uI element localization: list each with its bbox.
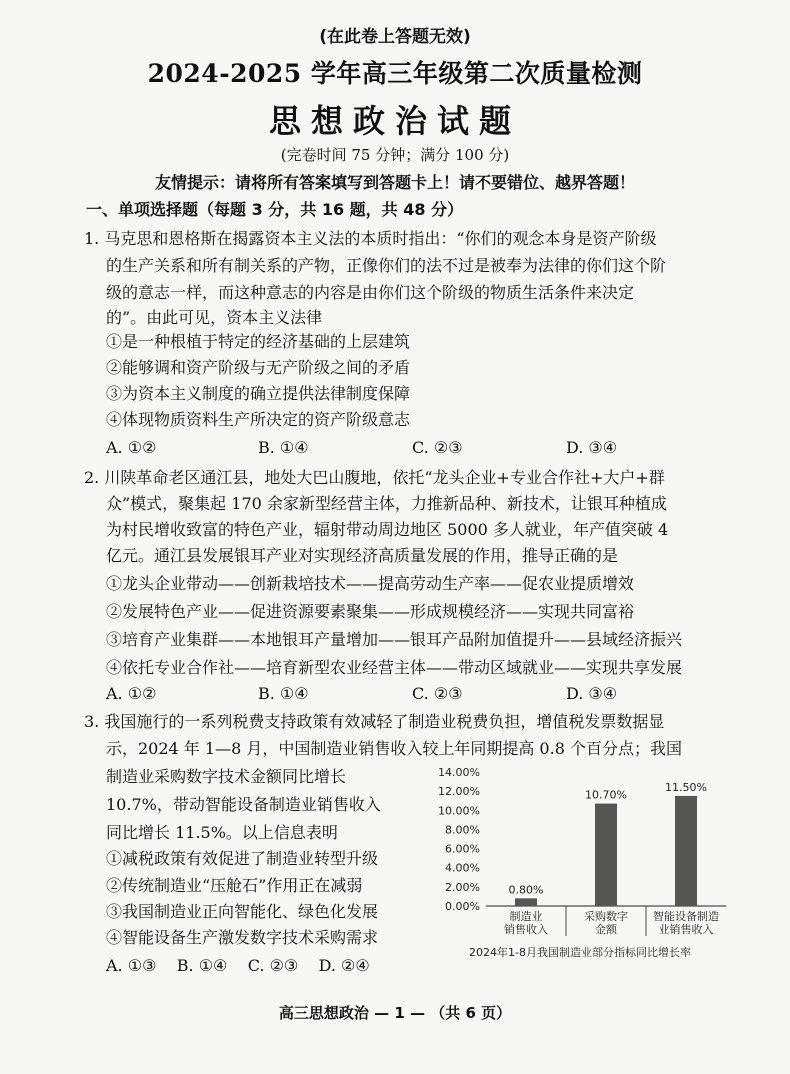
q3-line: 3. 我国施行的一系列税费支持政策有效减轻了制造业税费负担，增值税发票数据显 bbox=[84, 712, 665, 731]
q2-option-c: C. ②③ bbox=[412, 684, 463, 703]
q3-line: 10.7%，带动智能设备制造业销售收入 bbox=[106, 795, 381, 814]
q3-choice: ①减税政策有效促进了制造业转型升级 bbox=[106, 849, 379, 868]
q3-options: A. ①③ B. ①④ C. ②③ D. ②④ bbox=[106, 956, 370, 975]
q1-line: 的”。由此可见，资本主义法律 bbox=[106, 308, 323, 327]
q1-choice: ②能够调和资产阶级与无产阶级之间的矛盾 bbox=[106, 358, 411, 377]
q2-line: 为村民增收致富的特色产业，辐射带动周边地区 5000 多人就业，年产值突破 4 bbox=[106, 520, 669, 539]
q3-line: 同比增长 11.5%。以上信息表明 bbox=[106, 823, 338, 842]
y-tick-label: 4.00% bbox=[445, 861, 480, 875]
q2-option-d: D. ③④ bbox=[566, 684, 618, 703]
category-label: 制造业 bbox=[509, 910, 543, 923]
q1-line: 1. 马克思和恩格斯在揭露资本主义法的本质时指出：“你们的观念本身是资产阶级 bbox=[84, 229, 657, 248]
q2-line: 众”模式，聚集起 170 余家新型经营主体，力推新品种、新技术，让银耳种植成 bbox=[106, 494, 667, 513]
y-tick-label: 0.00% bbox=[445, 900, 480, 913]
q1-line: 级的意志一样，而这种意志的内容是由你们这个阶级的物质生活条件来决定 bbox=[106, 283, 635, 302]
bar bbox=[515, 898, 537, 906]
y-tick-label: 6.00% bbox=[445, 842, 480, 856]
q3-choice: ④智能设备生产激发数字技术采购需求 bbox=[106, 928, 379, 947]
category-label: 智能设备制造 bbox=[653, 910, 719, 923]
q2-option-a: A. ①② bbox=[106, 684, 157, 703]
q2-choice: ①龙头企业带动——创新栽培技术——提高劳动生产率——促农业提质增效 bbox=[106, 574, 635, 593]
q2-line: 亿元。通江县发展银耳产业对实现经济高质量发展的作用，推导正确的是 bbox=[106, 546, 619, 565]
exam-title: 2024-2025 学年高三年级第二次质量检测 bbox=[147, 59, 643, 88]
page-footer: 高三思想政治 — 1 — （共 6 页） bbox=[278, 1004, 512, 1022]
growth-rate-chart bbox=[430, 762, 730, 966]
q2-line: 2. 川陕革命老区通江县，地处大巴山腹地，依托“龙头企业+专业合作社+大户+群 bbox=[84, 468, 665, 487]
subject-title: 思想政治试题 bbox=[268, 102, 521, 140]
q1-option-b: B. ①④ bbox=[258, 438, 309, 457]
q3-line: 示，2024 年 1—8 月，中国制造业销售收入较上年同期提高 0.8 个百分点；我国 bbox=[106, 739, 682, 758]
data-label: 11.50% bbox=[665, 780, 707, 794]
q1-option-d: D. ③④ bbox=[566, 438, 618, 457]
q3-choice: ②传统制造业“压舱石”作用正在减弱 bbox=[106, 876, 363, 895]
q1-option-c: C. ②③ bbox=[412, 438, 463, 457]
section-heading: 一、单项选择题（每题 3 分，共 16 题，共 48 分） bbox=[86, 200, 464, 219]
q2-option-b: B. ①④ bbox=[258, 684, 309, 703]
y-tick-label: 14.00% bbox=[438, 766, 480, 779]
q1-line: 的生产关系和所有制关系的产物，正像你们的法不过是被奉为法律的你们这个阶 bbox=[106, 256, 667, 275]
q1-option-a: A. ①② bbox=[106, 438, 157, 457]
q1-choice: ③为资本主义制度的确立提供法律制度保障 bbox=[106, 384, 411, 403]
category-label: 销售收入 bbox=[504, 923, 548, 936]
y-tick-label: 2.00% bbox=[445, 880, 480, 894]
q1-choice: ④体现物质资料生产所决定的资产阶级意志 bbox=[106, 410, 411, 429]
q2-choice: ④依托专业合作社——培育新型农业经营主体——带动区域就业——实现共享发展 bbox=[106, 658, 683, 677]
y-tick-label: 12.00% bbox=[438, 785, 480, 799]
category-label: 业销售收入 bbox=[658, 923, 714, 936]
data-label: 0.80% bbox=[508, 883, 544, 897]
q3-line: 制造业采购数字技术金额同比增长 bbox=[106, 767, 347, 786]
bar bbox=[675, 796, 697, 906]
q2-choice: ②发展特色产业——促进资源要素聚集——形成规模经济——实现共同富裕 bbox=[106, 602, 635, 621]
notice: (在此卷上答题无效) bbox=[319, 27, 471, 47]
y-tick-label: 8.00% bbox=[445, 823, 480, 837]
q3-choice: ③我国制造业正向智能化、绿色化发展 bbox=[106, 902, 379, 921]
y-tick-label: 10.00% bbox=[438, 804, 480, 818]
exam-meta: (完卷时间 75 分钟；满分 100 分) bbox=[280, 146, 510, 164]
category-label: 采购数字 bbox=[584, 910, 628, 923]
chart-title: 2024年1-8月我国制造业部分指标同比增长率 bbox=[469, 946, 691, 959]
q2-choice: ③培育产业集群——本地银耳产量增加——银耳产品附加值提升——县域经济振兴 bbox=[106, 630, 683, 649]
q1-choice: ①是一种根植于特定的经济基础的上层建筑 bbox=[106, 332, 411, 351]
category-label: 金额 bbox=[595, 923, 617, 936]
friendly-tip: 友情提示：请将所有答案填写到答题卡上！请不要错位、越界答题！ bbox=[154, 173, 635, 192]
bar bbox=[595, 804, 617, 906]
data-label: 10.70% bbox=[585, 788, 627, 802]
